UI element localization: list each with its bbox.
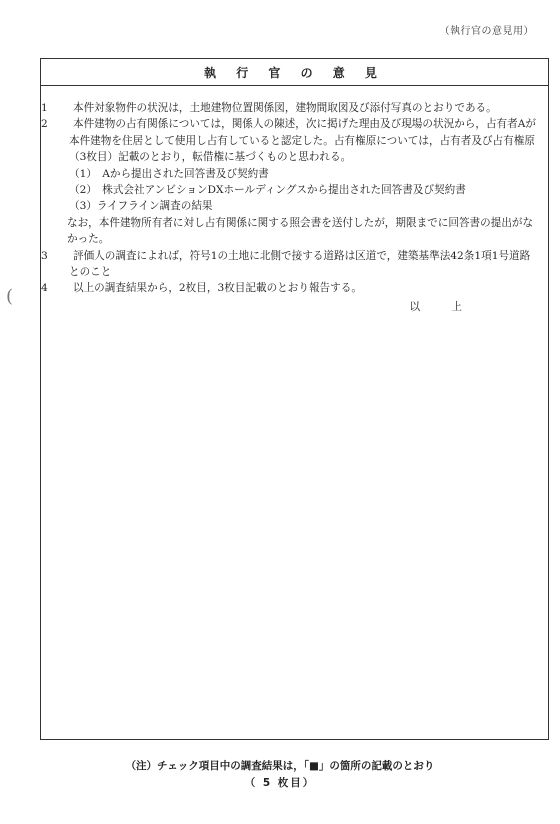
item-1 bbox=[41, 100, 536, 116]
item-4 bbox=[41, 280, 536, 296]
item-3 bbox=[41, 248, 536, 281]
item-number: 2 bbox=[41, 118, 48, 131]
item-text: 本件建物の占有関係については，関係人の陳述，次に掲げた理由及び現場の状況から，占有者Aが本件建物を住居として使用し占有していると認定した。占有権原については，占有者及び占有権原（3枚目）記載のとおり，転借権に基づくものと思われる。 bbox=[69, 118, 536, 164]
page-number: （ 5 枚目） bbox=[244, 777, 316, 789]
item-2 bbox=[41, 116, 536, 165]
item-number: 3 bbox=[41, 249, 48, 262]
sub-item-3: （3）ライフライン調査の結果 bbox=[69, 200, 213, 213]
form-type-note: （執行官の意見用） bbox=[439, 26, 534, 37]
item-text: 本件対象物件の状況は，土地建物位置関係図，建物間取図及び添付写真のとおりである。 bbox=[73, 102, 497, 114]
opinion-frame bbox=[40, 58, 549, 740]
item-number: 1 bbox=[41, 102, 48, 114]
item-text: 以上の調査結果から，2枚目，3枚目記載のとおり報告する。 bbox=[73, 282, 362, 295]
footer-note: （注）チェック項目中の調査結果は，「■」の箇所の記載のとおり bbox=[125, 760, 435, 772]
item-number: 4 bbox=[41, 282, 48, 295]
item-text: 評価人の調査によれば，符号1の土地に北側で接する道路は区道で，建築基準法42条1項1号道路とのこと bbox=[69, 249, 531, 279]
continuation-note: なお，本件建物所有者に対し占有関係に関する照会書を送付したが，期限までに回答書の提出がなかった。 bbox=[67, 216, 534, 246]
frame-title: 執 行 官 の 意 見 bbox=[41, 59, 548, 86]
closing-mark: 以 上 bbox=[409, 300, 476, 313]
scan-artifact-mark: ( bbox=[6, 286, 14, 307]
sub-item-2: （2） 株式会社アンビションDXホールディングスから提出された回答書及び契約書 bbox=[69, 184, 466, 197]
opinion-body bbox=[41, 86, 548, 315]
sub-item-1: （1） Aから提出された回答書及び契約書 bbox=[69, 167, 269, 180]
